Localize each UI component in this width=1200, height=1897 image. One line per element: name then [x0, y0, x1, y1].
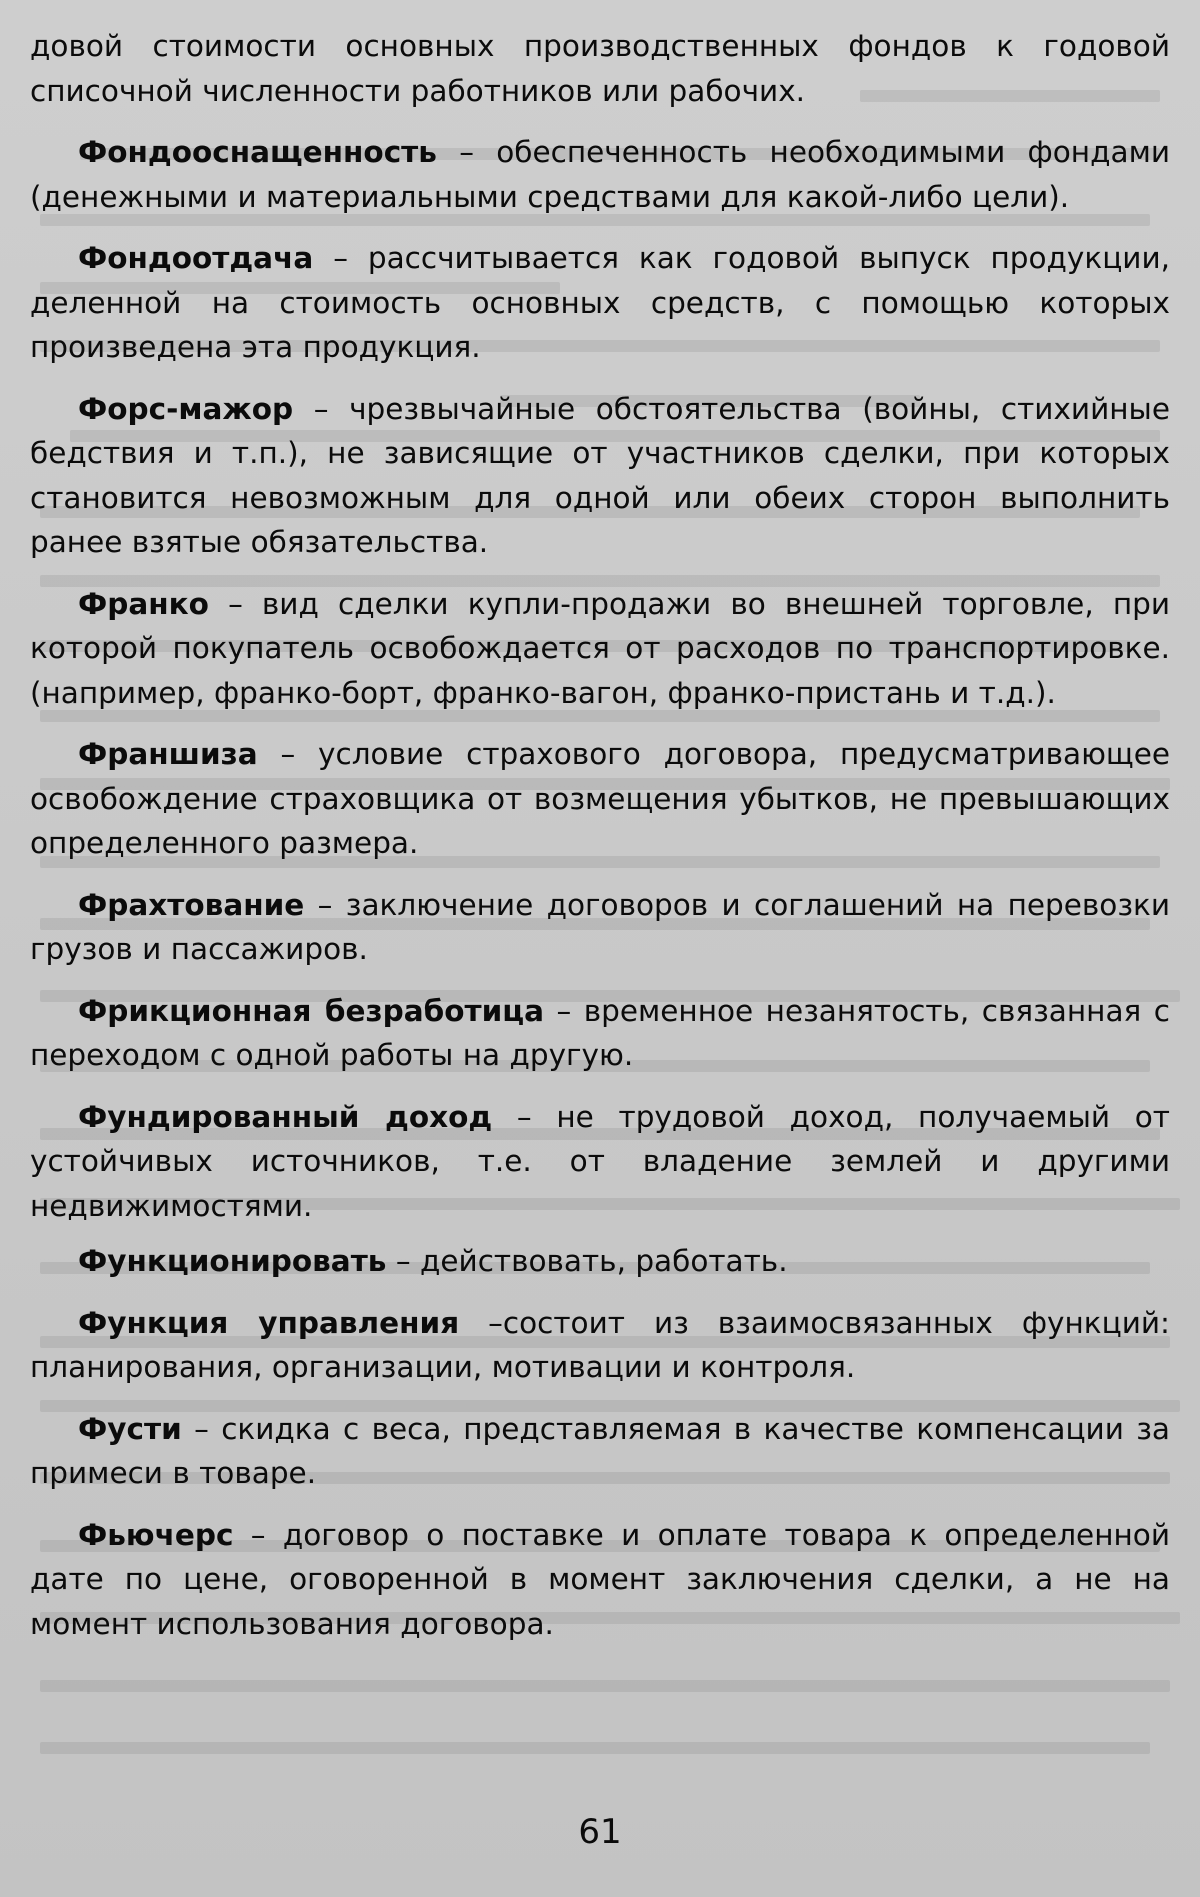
- entry-fors-mazhor: [30, 387, 1170, 565]
- entry-term: Фрикционная безработица: [78, 993, 545, 1028]
- entry-fondoosnashchennost: [30, 130, 1170, 219]
- continued-paragraph: [30, 24, 1170, 113]
- entry-funktsiya-upravleniya: [30, 1301, 1170, 1390]
- entry-term: Фундированный доход: [78, 1099, 493, 1134]
- entry-definition: – договор о поставке и оплате товара к определенной дате по цене, оговоренной в момент заключения сделки, а не на момент использования договора.: [30, 1517, 1170, 1641]
- entry-definition: – действовать, работать.: [386, 1244, 788, 1278]
- entry-friktsionnaya-bezrabotitsa: [30, 989, 1170, 1078]
- entry-definition: – рассчитывается как годовой выпуск продукции, деленной на стоимость основных средств, с помощью которых произведена эта продукция.: [30, 241, 1170, 364]
- entry-definition: – временное незанятость, связанная с переходом с одной работы на другую.: [30, 993, 1170, 1072]
- entry-fyuchers: [30, 1513, 1170, 1647]
- entry-definition: – вид сделки купли-продажи во внешней торговле, при которой покупатель освобождается от расходов по транспортировке. (например, франко-борт, франко-вагон, франко-пристань и т.д.).: [30, 586, 1170, 710]
- entry-definition: –состоит из взаимосвязанных функций: планирования, организации, мотивации и контроля.: [30, 1305, 1170, 1384]
- entry-definition: – обеспеченность необходимыми фондами (денежными и материальными средствами для какой-либо цели).: [30, 135, 1170, 214]
- entry-frakhtovanie: [30, 883, 1170, 972]
- entry-fundirovannyi-dokhod: [30, 1095, 1170, 1229]
- entry-franshiza: [30, 732, 1170, 866]
- continued-text: довой стоимости основных производственных фондов к годовой списочной численности работников или рабочих.: [30, 29, 1170, 108]
- entry-definition: – чрезвычайные обстоятельства (войны, стихийные бедствия и т.п.), не зависящие от участников сделки, при которых становится невозможным для одной или обеих сторон выполнить ранее взятые обязательства.: [30, 391, 1170, 559]
- main-text: [30, 24, 1170, 1646]
- entry-fondootdacha: [30, 236, 1170, 370]
- entry-term: Франшиза: [78, 737, 258, 771]
- entry-definition: – заключение договоров и соглашений на перевозки грузов и пассажиров.: [30, 887, 1170, 966]
- entry-fusti: [30, 1407, 1170, 1496]
- entry-term: Фрахтование: [78, 887, 305, 922]
- entry-definition: – скидка с веса, представляемая в качестве компенсации за примеси в товаре.: [30, 1411, 1170, 1490]
- entry-term: Функционировать: [78, 1244, 387, 1278]
- entry-term: Фондоотдача: [78, 241, 314, 275]
- entry-term: Функция управления: [78, 1305, 460, 1340]
- page-number: 61: [578, 1812, 622, 1852]
- entry-definition: – условие страхового договора, предусматривающее освобождение страховщика от возмещения убытков, не превышающих определенного размера.: [30, 737, 1170, 860]
- entry-term: Фондооснащенность: [78, 135, 437, 169]
- entry-franko: [30, 582, 1170, 716]
- entry-term: Форс-мажор: [78, 391, 294, 426]
- entry-term: Фусти: [78, 1411, 182, 1446]
- entry-definition: – не трудовой доход, получаемый от устойчивых источников, т.е. от владение землей и другими недвижимостями.: [30, 1099, 1170, 1223]
- entry-term: Фьючерс: [78, 1517, 234, 1552]
- entry-funktsionirovat: [30, 1239, 1170, 1284]
- entry-term: Франко: [78, 586, 209, 621]
